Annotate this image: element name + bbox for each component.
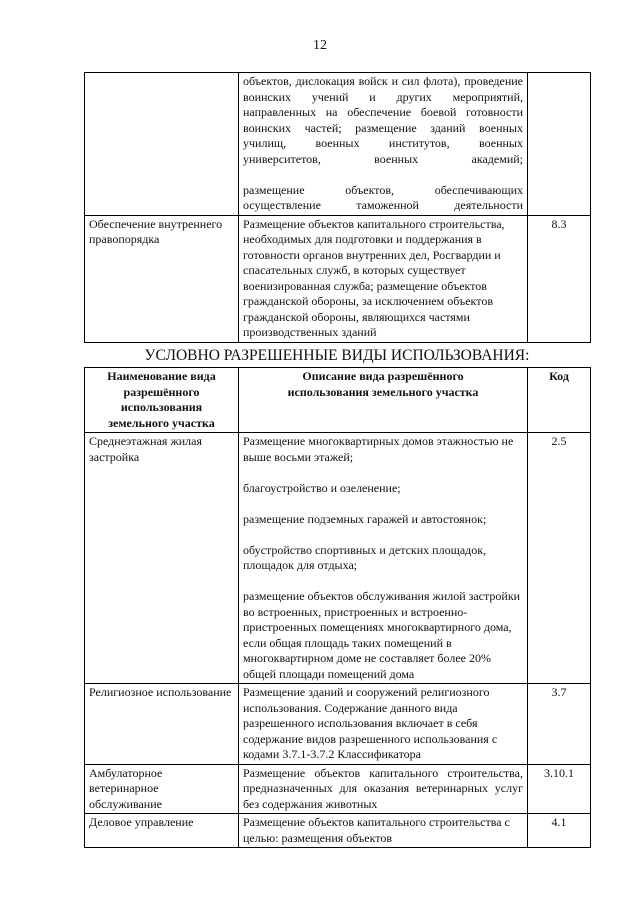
use-description-cell [239, 684, 528, 765]
description-paragraph: Размещение зданий и сооружений религиозного использования. Содержание данного вида разрешенного использования включает в себя содержание видов разрешенного использования с кодами 3.7.1-3.7.2 Классификатора [243, 685, 498, 761]
description-paragraph: размещение объектов обслуживания жилой застройки во встроенных, пристроенных и встроенно-пристроенных помещениях многоквартирного дома, если общая площадь таких помещений в многоквартирном доме не составляет более 20% общей площади помещений дома [243, 589, 521, 681]
page-number: 12 [313, 38, 327, 53]
use-code-cell: 3.10.1 [528, 764, 591, 814]
use-description-cell [239, 215, 528, 342]
section-heading: УСЛОВНО РАЗРЕШЕННЫЕ ВИДЫ ИСПОЛЬЗОВАНИЯ: [144, 347, 530, 364]
table-header-row [85, 368, 591, 433]
table-row [85, 814, 591, 848]
table-row [85, 684, 591, 765]
description-paragraph: обустройство спортивных и детских площадок, площадок для отдыха; [243, 542, 487, 572]
header-use-code: Код [528, 368, 591, 433]
use-name-cell [85, 73, 239, 216]
conditional-uses-table [84, 367, 591, 848]
header-use-name: Наименование вида разрешённого использования земельного участка [85, 368, 239, 433]
use-code-cell [528, 73, 591, 216]
use-description-cell [239, 814, 528, 848]
description-paragraph: Размещение многоквартирных домов этажностью не выше восьми этажей; [243, 434, 514, 464]
use-code-cell: 3.7 [528, 684, 591, 765]
land-use-table-continued [84, 72, 591, 343]
description-paragraph: благоустройство и озеленение; [243, 480, 401, 495]
use-description-cell [239, 764, 528, 814]
description-paragraph: Размещение объектов капитального строительства с целью: размещения объектов [243, 815, 510, 845]
use-name-cell: Амбулаторное ветеринарное обслуживание [85, 764, 239, 814]
table-row [85, 433, 591, 684]
table-row [85, 215, 591, 342]
table-row [85, 73, 591, 216]
table-row [85, 764, 591, 814]
use-description-cell [239, 433, 528, 684]
header-use-description: Описание вида разрешённого использования земельного участка [239, 368, 528, 433]
description-paragraph: размещение подземных гаражей и автостоянок; [243, 511, 487, 526]
use-name-cell: Религиозное использование [85, 684, 239, 765]
use-name-cell: Среднеэтажная жилая застройка [85, 433, 239, 684]
description-paragraph: Размещение объектов капитального строительства, необходимых для подготовки и поддержания в готовности органов внутренних дел, Росгвардии и спасательных служб, в которых существует военизированная служба; размещение объектов гражданской обороны, за исключением объектов гражданской обороны, являющихся частями производственных зданий [243, 216, 505, 339]
description-paragraph: объектов, дислокация войск и сил флота), проведение воинских учений и других мероприятий, направленных на обеспечение боевой готовности воинских частей; размещение зданий военных училищ, военных институтов, военных университетов, военных академий; [243, 74, 523, 166]
use-name-cell: Деловое управление [85, 814, 239, 848]
use-name-cell: Обеспечение внутреннего правопорядка [85, 215, 239, 342]
use-code-cell: 8.3 [528, 215, 591, 342]
use-code-cell: 2.5 [528, 433, 591, 684]
use-description-cell [239, 73, 528, 216]
description-paragraph: размещение объектов, обеспечивающих осуществление таможенной деятельности [243, 182, 523, 212]
description-paragraph: Размещение объектов капитального строительства, предназначенных для оказания ветеринарных услуг без содержания животных [243, 765, 523, 811]
use-code-cell: 4.1 [528, 814, 591, 848]
